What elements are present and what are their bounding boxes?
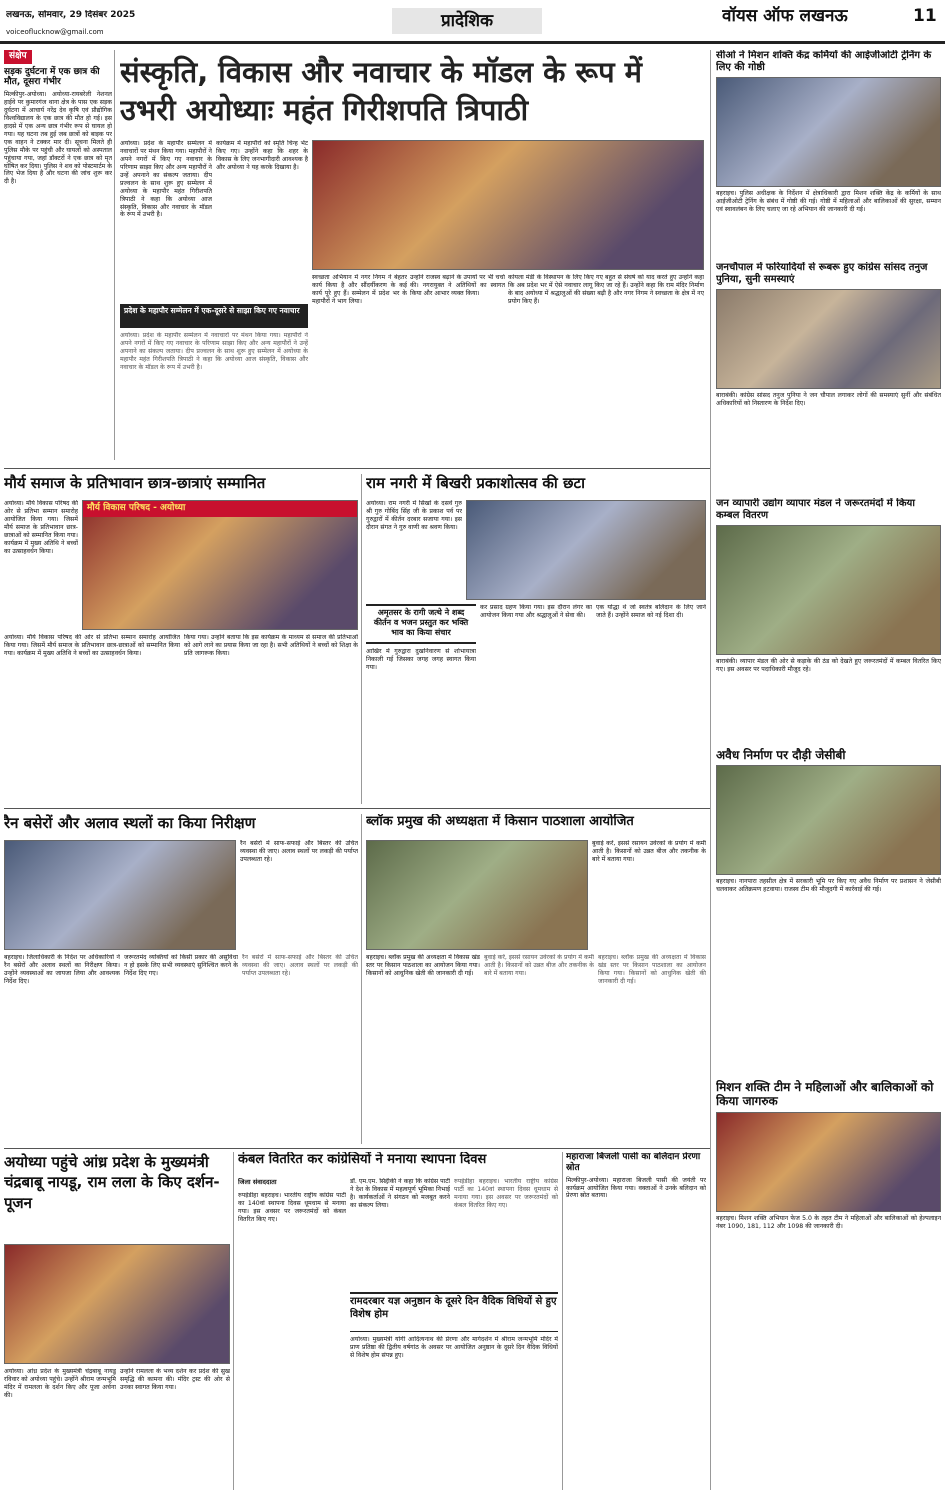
- lead-continuation: अयोध्या। प्रदेश के महापौर सम्मेलन में नवाचारों पर मंथन किया गया। महापौरों ने अपने नगरों में किए गए नवाचार के परिणाम साझा किए और अन्य महापौरों ने उन्हें अपनाने का संकल्प जताया। दीप प्रज्वलन के साथ शुरू हुए सम्मेलन में अयोध्या के महापौर महंत गिरीशपति त्रिपाठी ने कहा कि अयोध्या आज संस्कृति, विकास और नवाचार के मॉडल के रूप में उभरी है।: [120, 332, 308, 371]
- divider: [710, 50, 711, 1490]
- rain-body2: जरूरतमंद व्यक्तियों को किसी प्रकार की असुविधा न हो इसके लिए सभी व्यवस्थाएं सुनिश्चित करने के निर्देश दिए गए।: [124, 954, 238, 977]
- masthead: [0, 0, 945, 44]
- congress-body2: डॉ. एम.एम. सिद्दीकी ने कहा कि कांग्रेस पार्टी ने देश के विकास में महत्वपूर्ण भूमिका निभाई है। कार्यकर्ताओं ने संगठन को मजबूत करने का संकल्प लिया।: [350, 1178, 450, 1209]
- maurya-banner: मौर्य विकास परिषद - अयोध्या: [83, 501, 357, 517]
- lead-col4: स्वच्छता अभियान में नगर निगम ने बेहतर कार्य किया है और सौंदर्यीकरण के कई कार्य पूरे हुए हैं। सम्मेलन में प्रदेश भर के महापौरों ने भाग लिया।: [312, 274, 407, 305]
- blanket-distribution-photo: [716, 525, 941, 655]
- ramnagari-body: अयोध्या। राम नगरी में सिखों के दसवें गुरु श्री गुरु गोबिंद सिंह जी के प्रकाश पर्व पर गुरुद्वारों में कीर्तन दरबार सजाया गया। इस दौरान संगत ने गुरु वाणी का श्रवण किया।: [366, 500, 462, 531]
- sankshep-body: मिल्कीपुर-अयोध्या। अयोध्या-रायबरेली नेशनल हाईवे पर कुमारगंज थाना क्षेत्र के पास एक सड़क दुर्घटना में आचार्य नरेंद्र देव कृषि एवं प्रौद्योगिक विश्वविद्यालय के एक छात्र की मौत हो गई। इस हादसे में एक अन्य छात्र गंभीर रूप से घायल हो गया। यह घटना तब हुई जब छात्रों को बाइक पर एक वाहन ने टक्कर मार दी। सूचना मिलते ही पुलिस मौके पर पहुंची और घायलों को अस्पताल पहुंचाया गया, जहां डॉक्टरों ने एक छात्र को मृत घोषित कर दिया। पुलिस ने शव को पोस्टमार्टम के लिए भेज दिया है और घटना की जांच शुरू कर दी है।: [4, 91, 112, 186]
- rain-headline: रैन बसेरों और अलाव स्थलों का किया निरीक्षण: [4, 814, 256, 832]
- sankshep-headline: सड़क दुर्घटना में एक छात्र की मौत, दूसरा गंभीर: [4, 66, 100, 88]
- maurya-body2: किया गया। उन्होंने बताया कि इस कार्यक्रम के माध्यम से समाज की प्रतिभाओं को आगे लाने का प्रयास किया जा रहा है। सभी अतिथियों ने बच्चों को शिक्षा के प्रति जागरूक किया।: [184, 634, 358, 657]
- maurya-body: अयोध्या। मौर्य विकास परिषद की ओर से प्रतिभा सम्मान समारोह आयोजित किया गया। जिसमें मौर्य समाज के प्रतिभावान छात्र-छात्राओं को सम्मानित किया गया। कार्यक्रम में मुख्य अतिथि ने बच्चों का उत्साहवर्धन किया।: [4, 500, 78, 555]
- kisan-body: बहराइच। ब्लॉक प्रमुख की अध्यक्षता में विकास खंड स्तर पर किसान पाठशाला का आयोजन किया गया। किसानों को आधुनिक खेती की जानकारी दी गई।: [366, 954, 480, 977]
- gurudwara-kirtan-photo: [466, 500, 706, 600]
- lead-col3: कार्यक्रम में महापौरों को स्मृति चिन्ह भेंट किए गए। उन्होंने कहा कि शहर के विकास के लिए जनभागीदारी आवश्यक है और अयोध्या ने यह करके दिखाया है।: [216, 140, 308, 171]
- side2-body: बाराबंकी। कांग्रेस सांसद तनुज पुनिया ने जन चौपाल लगाकर लोगों की समस्याएं सुनीं और संबंधित अधिकारियों को निस्तारण के निर्देश दिए।: [716, 392, 941, 407]
- divider: [562, 1152, 563, 1490]
- divider: [4, 1148, 710, 1149]
- dateline: लखनऊ, सोमवार, 29 दिसंबर 2025: [6, 10, 136, 20]
- ramnagari-body4: एक योद्धा थे जो स्वतंत्र बलिदान के लिए जाने जाते हैं। उन्होंने समाज को नई दिशा दी।: [596, 604, 706, 619]
- divider: [361, 474, 362, 804]
- divider: [233, 1152, 234, 1490]
- lead-subhead: प्रदेश के महापौर सम्मेलन में एक-दूसरे से साझा किए गए नवाचार: [120, 304, 308, 328]
- side3-body: बाराबंकी। व्यापार मंडल की ओर से कड़ाके की ठंड को देखते हुए जरूरतमंदों में कम्बल वितरित किए गए। इस अवसर पर पदाधिकारी मौजूद रहे।: [716, 658, 941, 673]
- side2-story: [716, 262, 941, 494]
- mayor-conference-photo: [312, 140, 704, 270]
- side3-headline: जन व्यापारी उद्योग व्यापार मंडल ने जरूरतमंदों में किया कम्बल वितरण: [716, 498, 915, 521]
- congress-headline: कंबल वितरित कर कांग्रेसियों ने मनाया स्थापना दिवस: [238, 1152, 487, 1167]
- kisan-body-cont: बुवाई करें, इससे रसायन उर्वरकों के प्रयोग में कमी आती है। किसानों को उन्नत बीज और तकनीक के बारे में बताया गया।: [484, 954, 594, 977]
- ramnagari-body2: आखिर में गुरुद्वारा दुखनिवारण से शोभायात्रा निकाली गई जिसका जगह जगह स्वागत किया गया।: [366, 648, 476, 671]
- ramnagari-headline: राम नगरी में बिखरी प्रकाशोत्सव की छटा: [366, 474, 585, 492]
- side4-story: [716, 748, 941, 1068]
- divider: [114, 50, 115, 460]
- divider: [361, 814, 362, 1144]
- rain-body-cont: रैन बसेरों में साफ-सफाई और बिस्तर की उचित व्यवस्था की जाए। अलाव स्थलों पर लकड़ी की पर्याप्त उपलब्धता रहे।: [242, 954, 358, 977]
- congress-body-cont: रुपईडीहा बहराइच। भारतीय राष्ट्रीय कांग्रेस पार्टी का 140वां स्थापना दिवस धूमधाम से मनाया गया। इस अवसर पर जरूरतमंदों को कंबल वितरित किए गए।: [454, 1178, 558, 1209]
- side1-story: [716, 50, 941, 260]
- kisan-body2: बुवाई करें, इससे रसायन उर्वरकों के प्रयोग में कमी आती है। किसानों को उन्नत बीज और तकनीक के बारे में बताया गया।: [592, 840, 706, 863]
- congress-body: रुपईडीहा बहराइच। भारतीय राष्ट्रीय कांग्रेस पार्टी का 140वां स्थापना दिवस धूमधाम से मनाया गया। इस अवसर पर जरूरतमंदों को कंबल वितरित किए गए।: [238, 1192, 346, 1223]
- congress-tag: जिला संवाददाता: [238, 1178, 277, 1186]
- maurya-headline: मौर्य समाज के प्रतिभावान छात्र-छात्राएं सम्मानित: [4, 474, 266, 492]
- lead-col2: कोयला मंडी के विस्थापन के लिए किए गए बहुत से संघर्ष को याद करते हुए उन्होंने कहा कि अब प्रदेश भर में ऐसे नवाचार लागू किए जा रहे हैं। उन्होंने कहा कि राम मंदिर निर्माण के बाद अयोध्या में श्रद्धालुओं की संख्या बढ़ी है और नगर निगम ने स्वच्छता के क्षेत्र में नए प्रयोग किए हैं।: [508, 274, 704, 305]
- kisan-headline: ब्लॉक प्रमुख की अध्यक्षता में किसान पाठशाला आयोजित: [366, 814, 634, 829]
- side1-body: बहराइच। पुलिस अधीक्षक के निर्देशन में क्षेत्राधिकारी द्वारा मिशन शक्ति केंद्र के कर्मियों के साथ आईजीओटी ट्रेनिंग के संबंध में गोष्ठी की गई। गोष्ठी में महिलाओं और बालिकाओं की सुरक्षा, सम्मान एवं स्वावलंबन के लिए चलाए जा रहे अभियान की जानकारी दी गई।: [716, 190, 941, 213]
- ramdarbar-headline: रामदरबार यज्ञ अनुष्ठान के दूसरे दिन वैदिक विधियों से हुए विशेष होम: [350, 1292, 558, 1332]
- mahesh-headline: महाराजा बिजली पासी का बलिदान प्रेरणा स्रोत: [566, 1152, 701, 1173]
- jan-chaupal-photo: [716, 289, 941, 389]
- side4-body: बहराइच। नानपारा तहसील क्षेत्र में सरकारी भूमि पर किए गए अवैध निर्माण पर प्रशासन ने जेसीबी चलवाकर अतिक्रमण हटवाया। राजस्व टीम की मौजूदगी में कार्रवाई की गई।: [716, 878, 941, 894]
- naidu-headline: अयोध्या पहुंचे आंध्र प्रदेश के मुख्यमंत्री चंद्रबाबू नायडू, राम लला के किए दर्शन-पूजन: [4, 1153, 220, 1212]
- lead-col1: अयोध्या। प्रदेश के महापौर सम्मेलन में नवाचारों पर मंथन किया गया। महापौरों ने अपने नगरों में किए गए नवाचार के परिणाम साझा किए और अन्य महापौरों ने उन्हें अपनाने का संकल्प जताया। दीप प्रज्वलन के साथ शुरू हुए सम्मेलन में अयोध्या के महापौर महंत गिरीशपति त्रिपाठी ने कहा कि अयोध्या आज संस्कृति, विकास और नवाचार के मॉडल के रूप में उभरी है।: [120, 140, 212, 219]
- mission-shakti-meeting-photo: [716, 77, 941, 187]
- maurya-ceremony-photo: [82, 500, 358, 630]
- divider: [4, 468, 710, 469]
- paper-name: वॉयस ऑफ लखनऊ: [722, 6, 848, 26]
- sankshep-label: संक्षेप: [4, 50, 32, 64]
- email-address[interactable]: voiceoflucknow@gmail.com: [6, 28, 104, 36]
- naidu-body2: उन्होंने रामलला के भव्य दर्शन कर प्रदेश की सुख समृद्धि की कामना की। मंदिर ट्रस्ट की ओर से उनका स्वागत किया गया।: [120, 1368, 230, 1391]
- jcb-demolition-photo: [716, 765, 941, 875]
- side2-headline: जनचौपाल में फरियादियों से रूबरू हुए कांग्रेस सांसद तनुज पुनिया, सुनी समस्याएं: [716, 262, 928, 285]
- side4-headline: अवैध निर्माण पर दौड़ी जेसीबी: [716, 748, 846, 762]
- ramdarbar-body: अयोध्या। मुख्यमंत्री योगी आदित्यनाथ की प्रेरणा और मार्गदर्शन में श्रीराम जन्मभूमि मंदिर में प्राण प्रतिष्ठा की द्वितीय वर्षगांठ के अवसर पर आयोजित अनुष्ठान के दूसरे दिन वैदिक विधियों से विशेष होम संपन्न हुए।: [350, 1336, 558, 1359]
- ramnagari-pull-quote: अमृतसर के रागी जत्थे ने शब्द कीर्तन व भजन प्रस्तुत कर भक्ति भाव का किया संचार: [366, 604, 476, 644]
- lead-headline: संस्कृति, विकास और नवाचार के मॉडल के रूप में उभरी अयोध्याः महंत गिरीशपति त्रिपाठी: [120, 55, 642, 127]
- naidu-body: अयोध्या। आंध्र प्रदेश के मुख्यमंत्री चंद्रबाबू नायडू रविवार को अयोध्या पहुंचे। उन्होंने श्रीराम जन्मभूमि मंदिर में रामलला के दर्शन किए और पूजा अर्चना की।: [4, 1368, 116, 1399]
- mission-shakti-awareness-photo: [716, 1112, 941, 1212]
- page-number: 11: [913, 6, 937, 26]
- night-shelter-photo: [4, 840, 236, 950]
- kisan-body-cont2: बहराइच। ब्लॉक प्रमुख की अध्यक्षता में विकास खंड स्तर पर किसान पाठशाला का आयोजन किया गया। किसानों को आधुनिक खेती की जानकारी दी गई।: [598, 954, 706, 985]
- side1-headline: सीओ ने मिशन शक्ति केंद्र कर्मियों की आईजीओटी ट्रेनिंग के लिए की गोष्ठी: [716, 50, 932, 73]
- side5-headline: मिशन शक्ति टीम ने महिलाओं और बालिकाओं को किया जागरुक: [716, 1080, 934, 1109]
- section-label: प्रादेशिक: [392, 8, 542, 34]
- mahesh-story: [566, 1152, 706, 1490]
- sankshep-column: [4, 50, 112, 460]
- rain-body3: रैन बसेरों में साफ-सफाई और बिस्तर की उचित व्यवस्था की जाए। अलाव स्थलों पर लकड़ी की पर्याप्त उपलब्धता रहे।: [240, 840, 358, 863]
- side5-body: बहराइच। मिशन शक्ति अभियान फेज 5.0 के तहत टीम ने महिलाओं और बालिकाओं को हेल्पलाइन नंबर 1090, 181, 112 और 1098 की जानकारी दी।: [716, 1214, 941, 1230]
- mahesh-body: मिल्कीपुर-अयोध्या। महाराजा बिजली पासी की जयंती पर कार्यक्रम आयोजित किया गया। वक्ताओं ने उनके बलिदान को प्रेरणा स्रोत बताया।: [566, 1176, 706, 1200]
- divider: [4, 808, 710, 809]
- side5-story: [716, 1080, 941, 1490]
- naidu-darshan-photo: [4, 1244, 230, 1364]
- kisan-pathshala-photo: [366, 840, 588, 950]
- lead-col5: उन्होंने राजस्व बढ़ाने के उपायों पर भी चर्चा की। नगरायुक्त ने अतिथियों का स्वागत किया और आभार व्यक्त किया।: [410, 274, 505, 297]
- side3-story: [716, 498, 941, 748]
- rain-body: बहराइच। जिलाधिकारी के निर्देश पर अधिकारियों ने रैन बसेरों और अलाव स्थलों का निरीक्षण किया। उन्होंने व्यवस्थाओं का जायजा लिया और आवश्यक निर्देश दिए।: [4, 954, 120, 985]
- ramnagari-body3: कर प्रसाद ग्रहण किया गया। इस दौरान लंगर का आयोजन किया गया और श्रद्धालुओं ने सेवा की।: [480, 604, 592, 619]
- maurya-body-cont: अयोध्या। मौर्य विकास परिषद की ओर से प्रतिभा सम्मान समारोह आयोजित किया गया। जिसमें मौर्य समाज के प्रतिभावान छात्र-छात्राओं को सम्मानित किया गया। कार्यक्रम में मुख्य अतिथि ने बच्चों का उत्साहवर्धन किया।: [4, 634, 180, 657]
